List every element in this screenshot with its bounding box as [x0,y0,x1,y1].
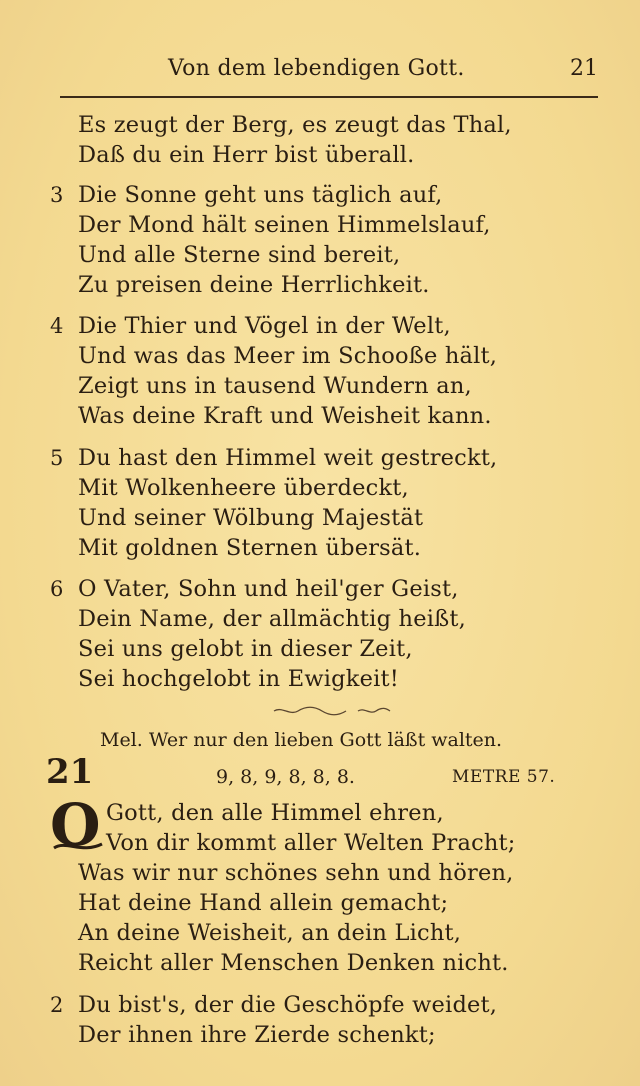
drop-cap: O [50,791,101,859]
page-header [0,56,640,88]
verse-line: Sei hochgelobt in Ewigkeit! [78,666,400,692]
verse-line: Der Mond hält seinen Himmelslauf, [78,212,491,238]
verse-line: An deine Weisheit, an dein Licht, [78,920,462,946]
verse-line: Mit Wolkenheere überdeckt, [78,475,409,501]
verse-line: Reicht aller Menschen Denken nicht. [78,950,509,976]
verse-line: Was deine Kraft und Weisheit kann. [78,403,492,429]
ornament-divider [272,704,392,718]
verse-line: Mit goldnen Sternen übersät. [78,535,422,561]
meter-numbers: 9, 8, 9, 8, 8, 8. [216,766,355,788]
verse-line: Die Sonne geht uns täglich auf, [78,182,443,208]
verse-line: Sei uns gelobt in dieser Zeit, [78,636,413,662]
verse-number: 4 [50,314,64,338]
verse-line: Du bist's, der die Geschöpfe weidet, [78,992,498,1018]
verse-line: Und seiner Wölbung Majestät [78,505,424,531]
running-title: Von dem lebendigen Gott. [168,56,465,81]
meter-label: METRE 57. [452,767,556,787]
verse-number: 2 [50,993,64,1017]
verse-line: Dein Name, der allmächtig heißt, [78,606,466,632]
verse-number: 5 [50,446,64,470]
verse-line: Und was das Meer im Schooße hält, [78,343,498,369]
verse-line: Du hast den Himmel weit gestreckt, [78,445,498,471]
verse-line: Die Thier und Vögel in der Welt, [78,313,451,339]
verse-number: 3 [50,183,64,207]
page-number: 21 [570,56,598,81]
continuation-line: Es zeugt der Berg, es zeugt das Thal, [78,112,512,138]
verse-line: Was wir nur schönes sehn und hören, [78,860,514,886]
verse-line: Hat deine Hand allein gemacht; [78,890,449,916]
verse-line: Zu preisen deine Herrlichkeit. [78,272,430,298]
melody-indication: Mel. Wer nur den lieben Gott läßt walten. [100,729,503,751]
drop-cap-flourish [52,838,104,854]
header-rule [60,96,598,98]
verse-number: 6 [50,577,64,601]
continuation-line: Daß du ein Herr bist überall. [78,142,415,168]
verse-line: Und alle Sterne sind bereit, [78,242,401,268]
hymn-number: 21 [46,752,94,792]
verse-line: Zeigt uns in tausend Wundern an, [78,373,472,399]
verse-line: Gott, den alle Himmel ehren, [106,800,444,826]
verse-line: Von dir kommt aller Welten Pracht; [106,830,516,856]
verse-line: O Vater, Sohn und heil'ger Geist, [78,576,459,602]
verse-line: Der ihnen ihre Zierde schenkt; [78,1022,436,1048]
